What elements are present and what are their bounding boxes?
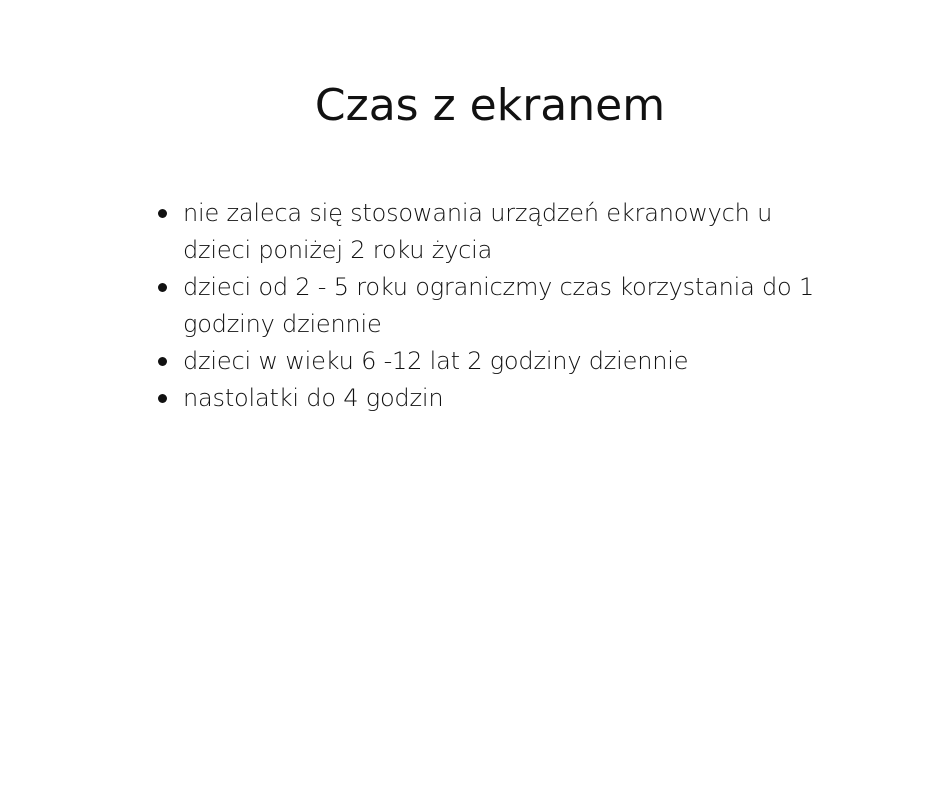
list-item (155, 269, 825, 343)
bullet-icon (158, 283, 167, 292)
list-item-text: dzieci w wieku 6 -12 lat 2 godziny dziennie (183, 347, 689, 375)
bullet-icon (158, 357, 167, 366)
list-item (155, 195, 825, 269)
bullet-icon (158, 394, 167, 403)
bullet-icon (158, 209, 167, 218)
list-item-text: nastolatki do 4 godzin (183, 384, 444, 412)
list-item (155, 380, 825, 417)
page-title: Czas z ekranem (314, 80, 666, 131)
list-item-text: nie zaleca się stosowania urządzeń ekranowych u dzieci poniżej 2 roku życia (183, 199, 773, 264)
bullet-list (155, 195, 825, 417)
list-item (155, 343, 825, 380)
list-item-text: dzieci od 2 - 5 roku ograniczmy czas korzystania do 1 godziny dziennie (183, 273, 815, 338)
